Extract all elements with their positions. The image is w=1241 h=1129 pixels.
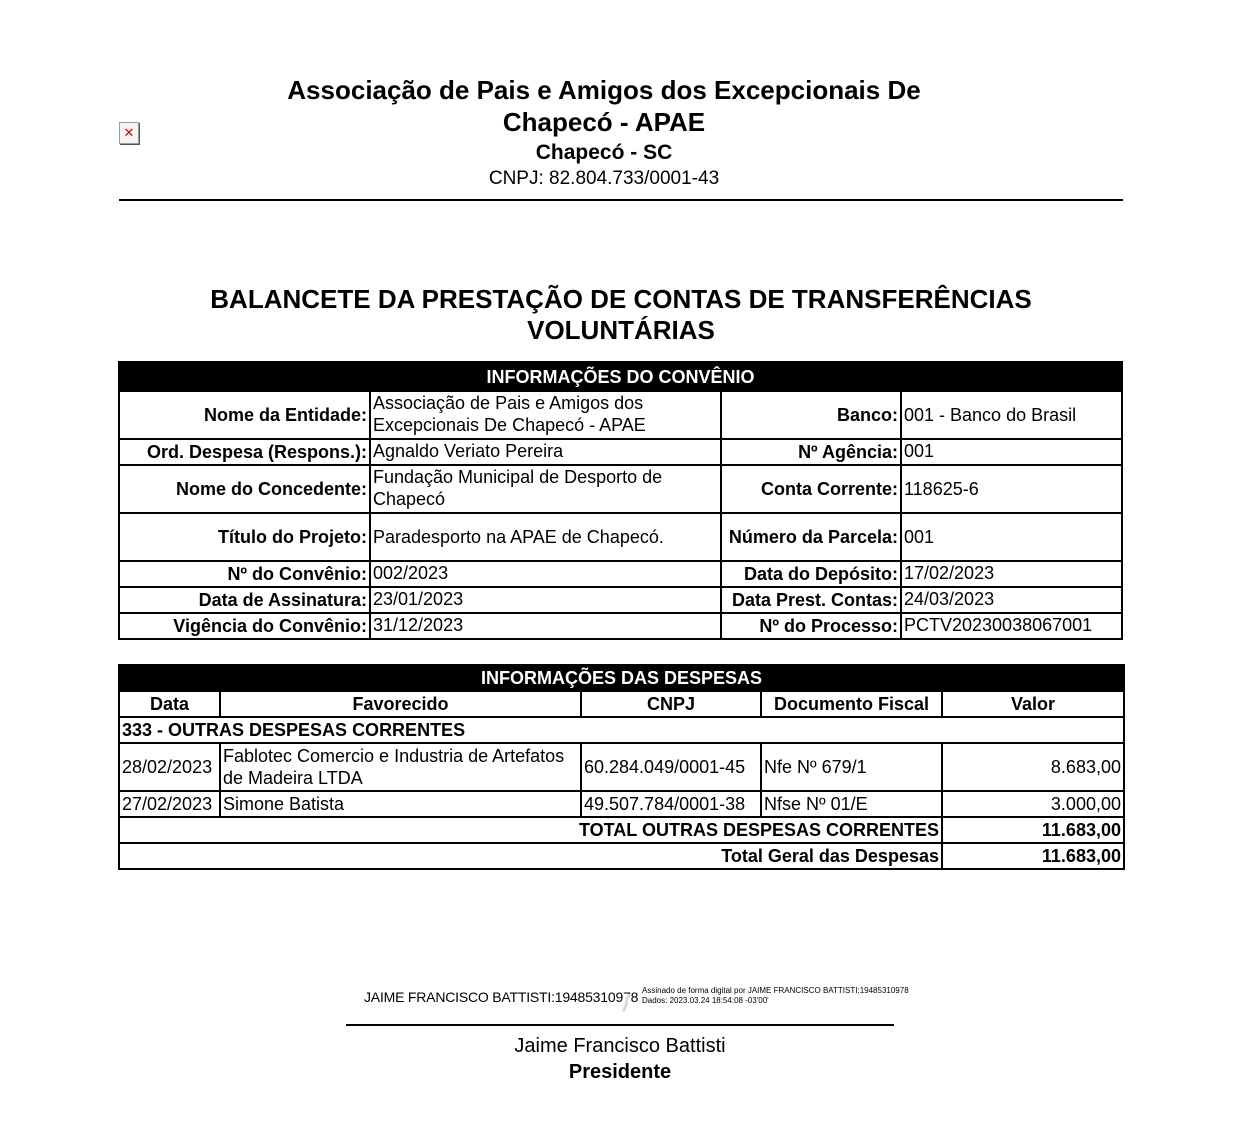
category-label: 333 - OUTRAS DESPESAS CORRENTES (119, 717, 1124, 743)
value-data-deposito: 17/02/2023 (901, 561, 1122, 587)
digital-signature-info-line1: Assinado de forma digital por JAIME FRANCISCO BATTISTI:19485310978 (642, 986, 909, 995)
digital-signature-info-line2: Dados: 2023.03.24 18:54:08 -03'00' (642, 996, 769, 1005)
organization-cnpj: CNPJ: 82.804.733/0001-43 (488, 168, 720, 189)
digital-signature-info (642, 986, 909, 1006)
subtotal-value: 11.683,00 (942, 817, 1124, 843)
value-numero-convenio: 002/2023 (370, 561, 721, 587)
digital-signature-name: JAIME FRANCISCO BATTISTI:19485310978 (364, 989, 639, 1005)
header-divider (119, 199, 1123, 201)
despesas-heading: INFORMAÇÕES DAS DESPESAS (119, 665, 1124, 691)
label-ordenador-despesa: Ord. Despesa (Respons.): (119, 439, 370, 465)
label-agencia: Nº Agência: (721, 439, 901, 465)
table-row (119, 561, 1122, 587)
value-entidade: Associação de Pais e Amigos dos Excepcionais De Chapecó - APAE (370, 391, 721, 439)
label-data-prest-contas: Data Prest. Contas: (721, 587, 901, 613)
signature-block (346, 980, 909, 1090)
table-row (119, 391, 1122, 439)
subtotal-row (119, 817, 1124, 843)
table-row (119, 791, 1124, 817)
value-banco: 001 - Banco do Brasil (901, 391, 1122, 439)
column-header-cnpj: CNPJ (581, 691, 761, 717)
organization-city: Chapecó - SC (535, 141, 673, 164)
table-row (119, 613, 1122, 639)
label-numero-parcela: Número da Parcela: (721, 513, 901, 561)
table-row (119, 439, 1122, 465)
cell-favorecido: Simone Batista (220, 791, 581, 817)
signature-line (346, 1024, 894, 1026)
column-header-documento-fiscal: Documento Fiscal (761, 691, 942, 717)
label-vigencia: Vigência do Convênio: (119, 613, 370, 639)
total-row (119, 843, 1124, 869)
cell-valor: 8.683,00 (942, 743, 1124, 791)
cell-data: 28/02/2023 (119, 743, 220, 791)
cell-favorecido: Fablotec Comercio e Industria de Artefatos de Madeira LTDA (220, 743, 581, 791)
table-row (119, 587, 1122, 613)
label-concedente: Nome do Concedente: (119, 465, 370, 513)
despesas-table (118, 664, 1125, 870)
label-data-assinatura: Data de Assinatura: (119, 587, 370, 613)
organization-name: Associação de Pais e Amigos dos Excepcionais De Chapecó - APAE (287, 75, 921, 137)
value-concedente: Fundação Municipal de Desporto de Chapecó (370, 465, 721, 513)
convenio-heading: INFORMAÇÕES DO CONVÊNIO (119, 362, 1122, 391)
cell-cnpj: 49.507.784/0001-38 (581, 791, 761, 817)
cell-documento-fiscal: Nfe Nº 679/1 (761, 743, 942, 791)
convenio-table (118, 361, 1123, 640)
value-data-assinatura: 23/01/2023 (370, 587, 721, 613)
signatory-role: Presidente (568, 1061, 672, 1083)
label-data-deposito: Data do Depósito: (721, 561, 901, 587)
document-header (119, 74, 1123, 202)
total-value: 11.683,00 (942, 843, 1124, 869)
table-row (119, 743, 1124, 791)
table-row (119, 465, 1122, 513)
value-agencia: 001 (901, 439, 1122, 465)
table-row (119, 513, 1122, 561)
cell-cnpj: 60.284.049/0001-45 (581, 743, 761, 791)
label-titulo-projeto: Título do Projeto: (119, 513, 370, 561)
column-header-valor: Valor (942, 691, 1124, 717)
value-numero-processo: PCTV20230038067001 (901, 613, 1122, 639)
broken-image-icon: ✕ (119, 122, 139, 144)
document-title: BALANCETE DA PRESTAÇÃO DE CONTAS DE TRANSFERÊNCIAS VOLUNTÁRIAS (210, 284, 1032, 345)
value-vigencia: 31/12/2023 (370, 613, 721, 639)
value-titulo-projeto: Paradesporto na APAE de Chapecó. (370, 513, 721, 561)
value-ordenador-despesa: Agnaldo Veriato Pereira (370, 439, 721, 465)
cell-data: 27/02/2023 (119, 791, 220, 817)
label-numero-convenio: Nº do Convênio: (119, 561, 370, 587)
cell-valor: 3.000,00 (942, 791, 1124, 817)
label-banco: Banco: (721, 391, 901, 439)
value-data-prest-contas: 24/03/2023 (901, 587, 1122, 613)
label-numero-processo: Nº do Processo: (721, 613, 901, 639)
column-header-favorecido: Favorecido (220, 691, 581, 717)
label-entidade: Nome da Entidade: (119, 391, 370, 439)
value-conta-corrente: 118625-6 (901, 465, 1122, 513)
signatory-name: Jaime Francisco Battisti (514, 1035, 726, 1057)
cell-documento-fiscal: Nfse Nº 01/E (761, 791, 942, 817)
table-header-row (119, 691, 1124, 717)
column-header-data: Data (119, 691, 220, 717)
subtotal-label: TOTAL OUTRAS DESPESAS CORRENTES (119, 817, 942, 843)
total-label: Total Geral das Despesas (119, 843, 942, 869)
category-row (119, 717, 1124, 743)
label-conta-corrente: Conta Corrente: (721, 465, 901, 513)
signature-mark-icon (620, 994, 634, 1012)
value-numero-parcela: 001 (901, 513, 1122, 561)
